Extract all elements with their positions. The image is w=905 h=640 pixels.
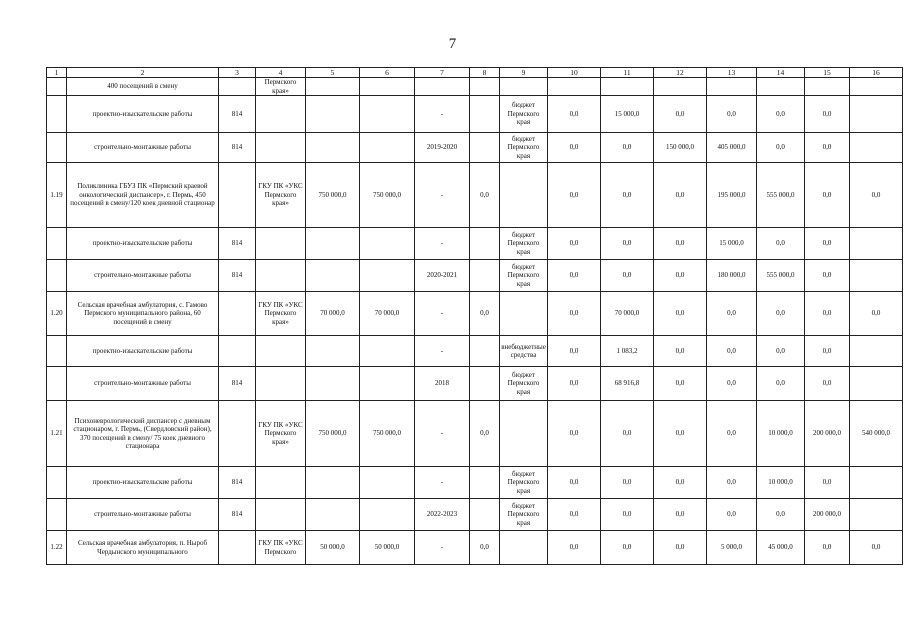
table-cell: бюджет Пермского края bbox=[500, 228, 548, 260]
table-row bbox=[47, 467, 903, 499]
table-cell bbox=[47, 228, 67, 260]
table-cell: 10 000,0 bbox=[757, 467, 805, 499]
table-cell: 0,0 bbox=[707, 467, 757, 499]
table-cell: - bbox=[415, 336, 470, 367]
table-cell: 1.21 bbox=[47, 401, 67, 467]
table-cell: бюджет Пермского края bbox=[500, 260, 548, 292]
table-cell: 68 916,8 bbox=[601, 367, 654, 401]
table-cell bbox=[850, 336, 903, 367]
table-cell: 0,0 bbox=[757, 228, 805, 260]
table-cell bbox=[500, 78, 548, 96]
table-cell: 0,0 bbox=[707, 292, 757, 336]
table-cell bbox=[256, 336, 306, 367]
table-cell bbox=[707, 78, 757, 96]
table-cell bbox=[470, 499, 500, 531]
table-cell: 0,0 bbox=[548, 163, 601, 228]
table-cell: бюджет Пермского края bbox=[500, 133, 548, 163]
header-cell: 11 bbox=[601, 68, 654, 78]
table-cell: - bbox=[415, 467, 470, 499]
table-cell: 0,0 bbox=[707, 367, 757, 401]
table-cell bbox=[470, 260, 500, 292]
table-cell: 555 000,0 bbox=[757, 163, 805, 228]
table-cell bbox=[47, 336, 67, 367]
table-cell: 0,0 bbox=[601, 260, 654, 292]
table-cell: 2022-2023 bbox=[415, 499, 470, 531]
table-cell: - bbox=[415, 163, 470, 228]
table-cell bbox=[654, 78, 707, 96]
table-cell: 0,0 bbox=[654, 467, 707, 499]
header-cell: 7 bbox=[415, 68, 470, 78]
table-cell bbox=[360, 336, 415, 367]
table-cell: 0,0 bbox=[654, 499, 707, 531]
table-cell: 0,0 bbox=[548, 228, 601, 260]
table-cell: 750 000,0 bbox=[360, 163, 415, 228]
table-cell: 0,0 bbox=[707, 401, 757, 467]
table-cell: 0,0 bbox=[707, 96, 757, 133]
table-cell bbox=[47, 260, 67, 292]
table-cell bbox=[47, 499, 67, 531]
table-cell: 0,0 bbox=[654, 292, 707, 336]
table-cell: строительно-монтажные работы bbox=[67, 367, 219, 401]
table-cell: бюджет Пермского края bbox=[500, 499, 548, 531]
table-cell: 0,0 bbox=[707, 336, 757, 367]
table-cell bbox=[219, 78, 256, 96]
table-cell: 0,0 bbox=[548, 367, 601, 401]
table-cell bbox=[500, 163, 548, 228]
table-cell: 814 bbox=[219, 133, 256, 163]
table-cell bbox=[306, 96, 360, 133]
table-cell: - bbox=[415, 228, 470, 260]
table-cell: 0,0 bbox=[805, 292, 850, 336]
table-cell: 180 000,0 bbox=[707, 260, 757, 292]
table-cell: 0,0 bbox=[654, 96, 707, 133]
table-row bbox=[47, 78, 903, 96]
table-cell: 0,0 bbox=[601, 467, 654, 499]
table-cell: 2019-2020 bbox=[415, 133, 470, 163]
table-cell: 70 000,0 bbox=[601, 292, 654, 336]
table-cell: 814 bbox=[219, 228, 256, 260]
table-cell: проектно-изыскательские работы bbox=[67, 96, 219, 133]
table-cell: 200 000,0 bbox=[805, 499, 850, 531]
header-cell: 1 bbox=[47, 68, 67, 78]
table-cell: 0,0 bbox=[601, 499, 654, 531]
table-cell bbox=[500, 401, 548, 467]
table-cell: 0,0 bbox=[805, 336, 850, 367]
table-cell: 70 000,0 bbox=[306, 292, 360, 336]
table-cell: 2018 bbox=[415, 367, 470, 401]
table-cell: 1.20 bbox=[47, 292, 67, 336]
table-cell: 0,0 bbox=[805, 260, 850, 292]
table-cell: 0,0 bbox=[548, 499, 601, 531]
table-cell: 0,0 bbox=[654, 163, 707, 228]
table-cell: 750 000,0 bbox=[360, 401, 415, 467]
table-row bbox=[47, 499, 903, 531]
table-cell: 555 000,0 bbox=[757, 260, 805, 292]
table-cell: 814 bbox=[219, 499, 256, 531]
table-cell bbox=[850, 96, 903, 133]
table-row bbox=[47, 228, 903, 260]
table-cell: Сельская врачебная амбулатория, с. Гамово Пермского муниципального района, 60 посещений в смену bbox=[67, 292, 219, 336]
table-cell: 0,0 bbox=[757, 499, 805, 531]
table-cell: 814 bbox=[219, 467, 256, 499]
table-cell: 405 000,0 bbox=[707, 133, 757, 163]
table-cell: 0,0 bbox=[757, 367, 805, 401]
table-cell: бюджет Пермского края bbox=[500, 96, 548, 133]
table-cell bbox=[219, 336, 256, 367]
table-cell: 0,0 bbox=[805, 163, 850, 228]
table-cell bbox=[500, 531, 548, 565]
table-cell bbox=[219, 531, 256, 565]
table-row bbox=[47, 401, 903, 467]
table-cell bbox=[306, 336, 360, 367]
table-cell bbox=[256, 228, 306, 260]
table-row bbox=[47, 96, 903, 133]
table-cell bbox=[306, 260, 360, 292]
table-cell bbox=[47, 133, 67, 163]
table-cell: 750 000,0 bbox=[306, 163, 360, 228]
table-cell bbox=[850, 133, 903, 163]
table-cell bbox=[256, 96, 306, 133]
table-cell bbox=[360, 260, 415, 292]
table-cell: 2020-2021 bbox=[415, 260, 470, 292]
table-cell: 0,0 bbox=[548, 292, 601, 336]
header-cell: 6 bbox=[360, 68, 415, 78]
table-cell: - bbox=[415, 292, 470, 336]
table-cell bbox=[850, 499, 903, 531]
table-cell: строительно-монтажные работы bbox=[67, 499, 219, 531]
table-cell: 0,0 bbox=[654, 336, 707, 367]
table-cell bbox=[47, 96, 67, 133]
table-cell bbox=[850, 467, 903, 499]
table-cell: 15 000,0 bbox=[707, 228, 757, 260]
table-cell: бюджет Пермского края bbox=[500, 467, 548, 499]
table-cell: 1.19 bbox=[47, 163, 67, 228]
table-cell bbox=[470, 367, 500, 401]
table-cell: 0,0 bbox=[548, 531, 601, 565]
table-cell: 0,0 bbox=[654, 228, 707, 260]
table-cell bbox=[757, 78, 805, 96]
header-cell: 5 bbox=[306, 68, 360, 78]
table-cell: 0,0 bbox=[850, 163, 903, 228]
header-cell: 15 bbox=[805, 68, 850, 78]
table-cell: 0,0 bbox=[548, 401, 601, 467]
table-cell: 0,0 bbox=[548, 336, 601, 367]
table-cell: 0,0 bbox=[757, 96, 805, 133]
table-row bbox=[47, 292, 903, 336]
budget-table bbox=[46, 67, 903, 565]
table-cell: 0,0 bbox=[654, 401, 707, 467]
table-cell: 1.22 bbox=[47, 531, 67, 565]
table-cell: 0,0 bbox=[470, 401, 500, 467]
header-cell: 9 bbox=[500, 68, 548, 78]
table-cell: 0,0 bbox=[470, 292, 500, 336]
page-number: 7 bbox=[448, 36, 457, 52]
table-cell bbox=[256, 467, 306, 499]
table-cell: 0,0 bbox=[548, 96, 601, 133]
table-row bbox=[47, 133, 903, 163]
table-cell: 10 000,0 bbox=[757, 401, 805, 467]
table-cell bbox=[470, 133, 500, 163]
table-cell bbox=[47, 467, 67, 499]
table-cell: 50 000,0 bbox=[306, 531, 360, 565]
table-cell: Пермского края» bbox=[256, 78, 306, 96]
table-cell bbox=[850, 228, 903, 260]
table-cell bbox=[306, 499, 360, 531]
header-cell: 12 bbox=[654, 68, 707, 78]
table-cell bbox=[850, 367, 903, 401]
table-cell bbox=[306, 467, 360, 499]
table-cell bbox=[415, 78, 470, 96]
table-cell: Психоневрологический диспансер с дневным стационаром, г. Пермь, (Свердловский район), 370 посещений в смену/ 75 коек дневного стационара bbox=[67, 401, 219, 467]
table-cell bbox=[306, 78, 360, 96]
table-cell bbox=[470, 336, 500, 367]
table-row bbox=[47, 336, 903, 367]
table-cell: внебюджетные средства bbox=[500, 336, 548, 367]
table-cell: 0,0 bbox=[805, 133, 850, 163]
table-row bbox=[47, 367, 903, 401]
header-row bbox=[47, 68, 903, 78]
table-cell: 200 000,0 bbox=[805, 401, 850, 467]
table-cell: строительно-монтажные работы bbox=[67, 260, 219, 292]
table-cell: 15 000,0 bbox=[601, 96, 654, 133]
table-cell: ГКУ ПК «УКС Пермского края» bbox=[256, 292, 306, 336]
table-cell: проектно-изыскательские работы bbox=[67, 228, 219, 260]
table-cell bbox=[470, 467, 500, 499]
table-cell: ГКУ ПК «УКС Пермского bbox=[256, 531, 306, 565]
table-cell bbox=[470, 228, 500, 260]
header-cell: 14 bbox=[757, 68, 805, 78]
header-cell: 3 bbox=[219, 68, 256, 78]
table-cell bbox=[470, 96, 500, 133]
table-cell: 0,0 bbox=[757, 292, 805, 336]
table-cell: 0,0 bbox=[548, 467, 601, 499]
table-cell: 0,0 bbox=[470, 163, 500, 228]
table-cell: 0,0 bbox=[470, 531, 500, 565]
table-cell bbox=[470, 78, 500, 96]
table-cell bbox=[219, 401, 256, 467]
table-cell: 0,0 bbox=[707, 499, 757, 531]
table-cell: 0,0 bbox=[601, 163, 654, 228]
table-cell bbox=[219, 163, 256, 228]
table-cell bbox=[805, 78, 850, 96]
table-cell: 0,0 bbox=[805, 531, 850, 565]
table-cell: проектно-изыскательские работы bbox=[67, 336, 219, 367]
table-cell bbox=[360, 133, 415, 163]
table-cell: 814 bbox=[219, 96, 256, 133]
table-cell: 0,0 bbox=[601, 401, 654, 467]
table-cell bbox=[306, 367, 360, 401]
table-cell bbox=[47, 78, 67, 96]
table-cell: строительно-монтажные работы bbox=[67, 133, 219, 163]
table-cell bbox=[500, 292, 548, 336]
table-cell: 0,0 bbox=[757, 133, 805, 163]
table-cell: 50 000,0 bbox=[360, 531, 415, 565]
table-cell: 0,0 bbox=[805, 96, 850, 133]
table-cell bbox=[850, 78, 903, 96]
table-cell: 814 bbox=[219, 260, 256, 292]
table-cell bbox=[306, 133, 360, 163]
table-cell: 0,0 bbox=[805, 367, 850, 401]
header-cell: 10 bbox=[548, 68, 601, 78]
table-cell: 0,0 bbox=[601, 531, 654, 565]
table-cell: 814 bbox=[219, 367, 256, 401]
table-cell bbox=[360, 78, 415, 96]
table-cell: 400 посещений в смену bbox=[67, 78, 219, 96]
table-cell: бюджет Пермского края bbox=[500, 367, 548, 401]
header-cell: 16 bbox=[850, 68, 903, 78]
table-cell: 0,0 bbox=[757, 336, 805, 367]
table-cell bbox=[306, 228, 360, 260]
header-cell: 4 bbox=[256, 68, 306, 78]
table-cell: 0,0 bbox=[601, 133, 654, 163]
header-cell: 8 bbox=[470, 68, 500, 78]
table-cell: 150 000,0 bbox=[654, 133, 707, 163]
table-cell bbox=[360, 96, 415, 133]
table-cell: 0,0 bbox=[850, 531, 903, 565]
table-cell bbox=[256, 499, 306, 531]
table-cell: - bbox=[415, 96, 470, 133]
table-cell bbox=[360, 467, 415, 499]
table-cell: 70 000,0 bbox=[360, 292, 415, 336]
table-cell: 0,0 bbox=[548, 260, 601, 292]
table-cell bbox=[360, 367, 415, 401]
table-cell: 45 000,0 bbox=[757, 531, 805, 565]
table-row bbox=[47, 531, 903, 565]
table-cell: ГКУ ПК «УКС Пермского края» bbox=[256, 401, 306, 467]
table-cell bbox=[219, 292, 256, 336]
table-cell: 0,0 bbox=[601, 228, 654, 260]
table-cell: 750 000,0 bbox=[306, 401, 360, 467]
table-cell: 0,0 bbox=[548, 133, 601, 163]
table-cell bbox=[256, 133, 306, 163]
table-cell bbox=[360, 228, 415, 260]
table-cell bbox=[360, 499, 415, 531]
header-cell: 2 bbox=[67, 68, 219, 78]
table-cell: 0,0 bbox=[850, 292, 903, 336]
table-cell bbox=[47, 367, 67, 401]
table-cell: ГКУ ПК «УКС Пермского края» bbox=[256, 163, 306, 228]
table-cell: 195 000,0 bbox=[707, 163, 757, 228]
table-cell bbox=[548, 78, 601, 96]
table-cell: 540 000,0 bbox=[850, 401, 903, 467]
table-row bbox=[47, 163, 903, 228]
table-cell bbox=[256, 260, 306, 292]
table-cell: проектно-изыскательские работы bbox=[67, 467, 219, 499]
header-cell: 13 bbox=[707, 68, 757, 78]
table-cell: 0,0 bbox=[654, 531, 707, 565]
table-row bbox=[47, 260, 903, 292]
table-cell: 0,0 bbox=[805, 228, 850, 260]
table-cell: 0,0 bbox=[654, 367, 707, 401]
table-cell: 0,0 bbox=[805, 467, 850, 499]
table-cell bbox=[601, 78, 654, 96]
table-cell: 0,0 bbox=[654, 260, 707, 292]
table-cell bbox=[850, 260, 903, 292]
table-cell: 1 083,2 bbox=[601, 336, 654, 367]
table-cell: - bbox=[415, 401, 470, 467]
table-cell: Сельская врачебная амбулатория, п. Ныроб Чердынского муниципального bbox=[67, 531, 219, 565]
table-cell: - bbox=[415, 531, 470, 565]
table-cell: Поликлиника ГБУЗ ПК «Пермский краевой онкологический диспансер», г. Пермь, 450 посещений в смену/120 коек дневной стационар bbox=[67, 163, 219, 228]
table-cell: 5 000,0 bbox=[707, 531, 757, 565]
table-cell bbox=[256, 367, 306, 401]
